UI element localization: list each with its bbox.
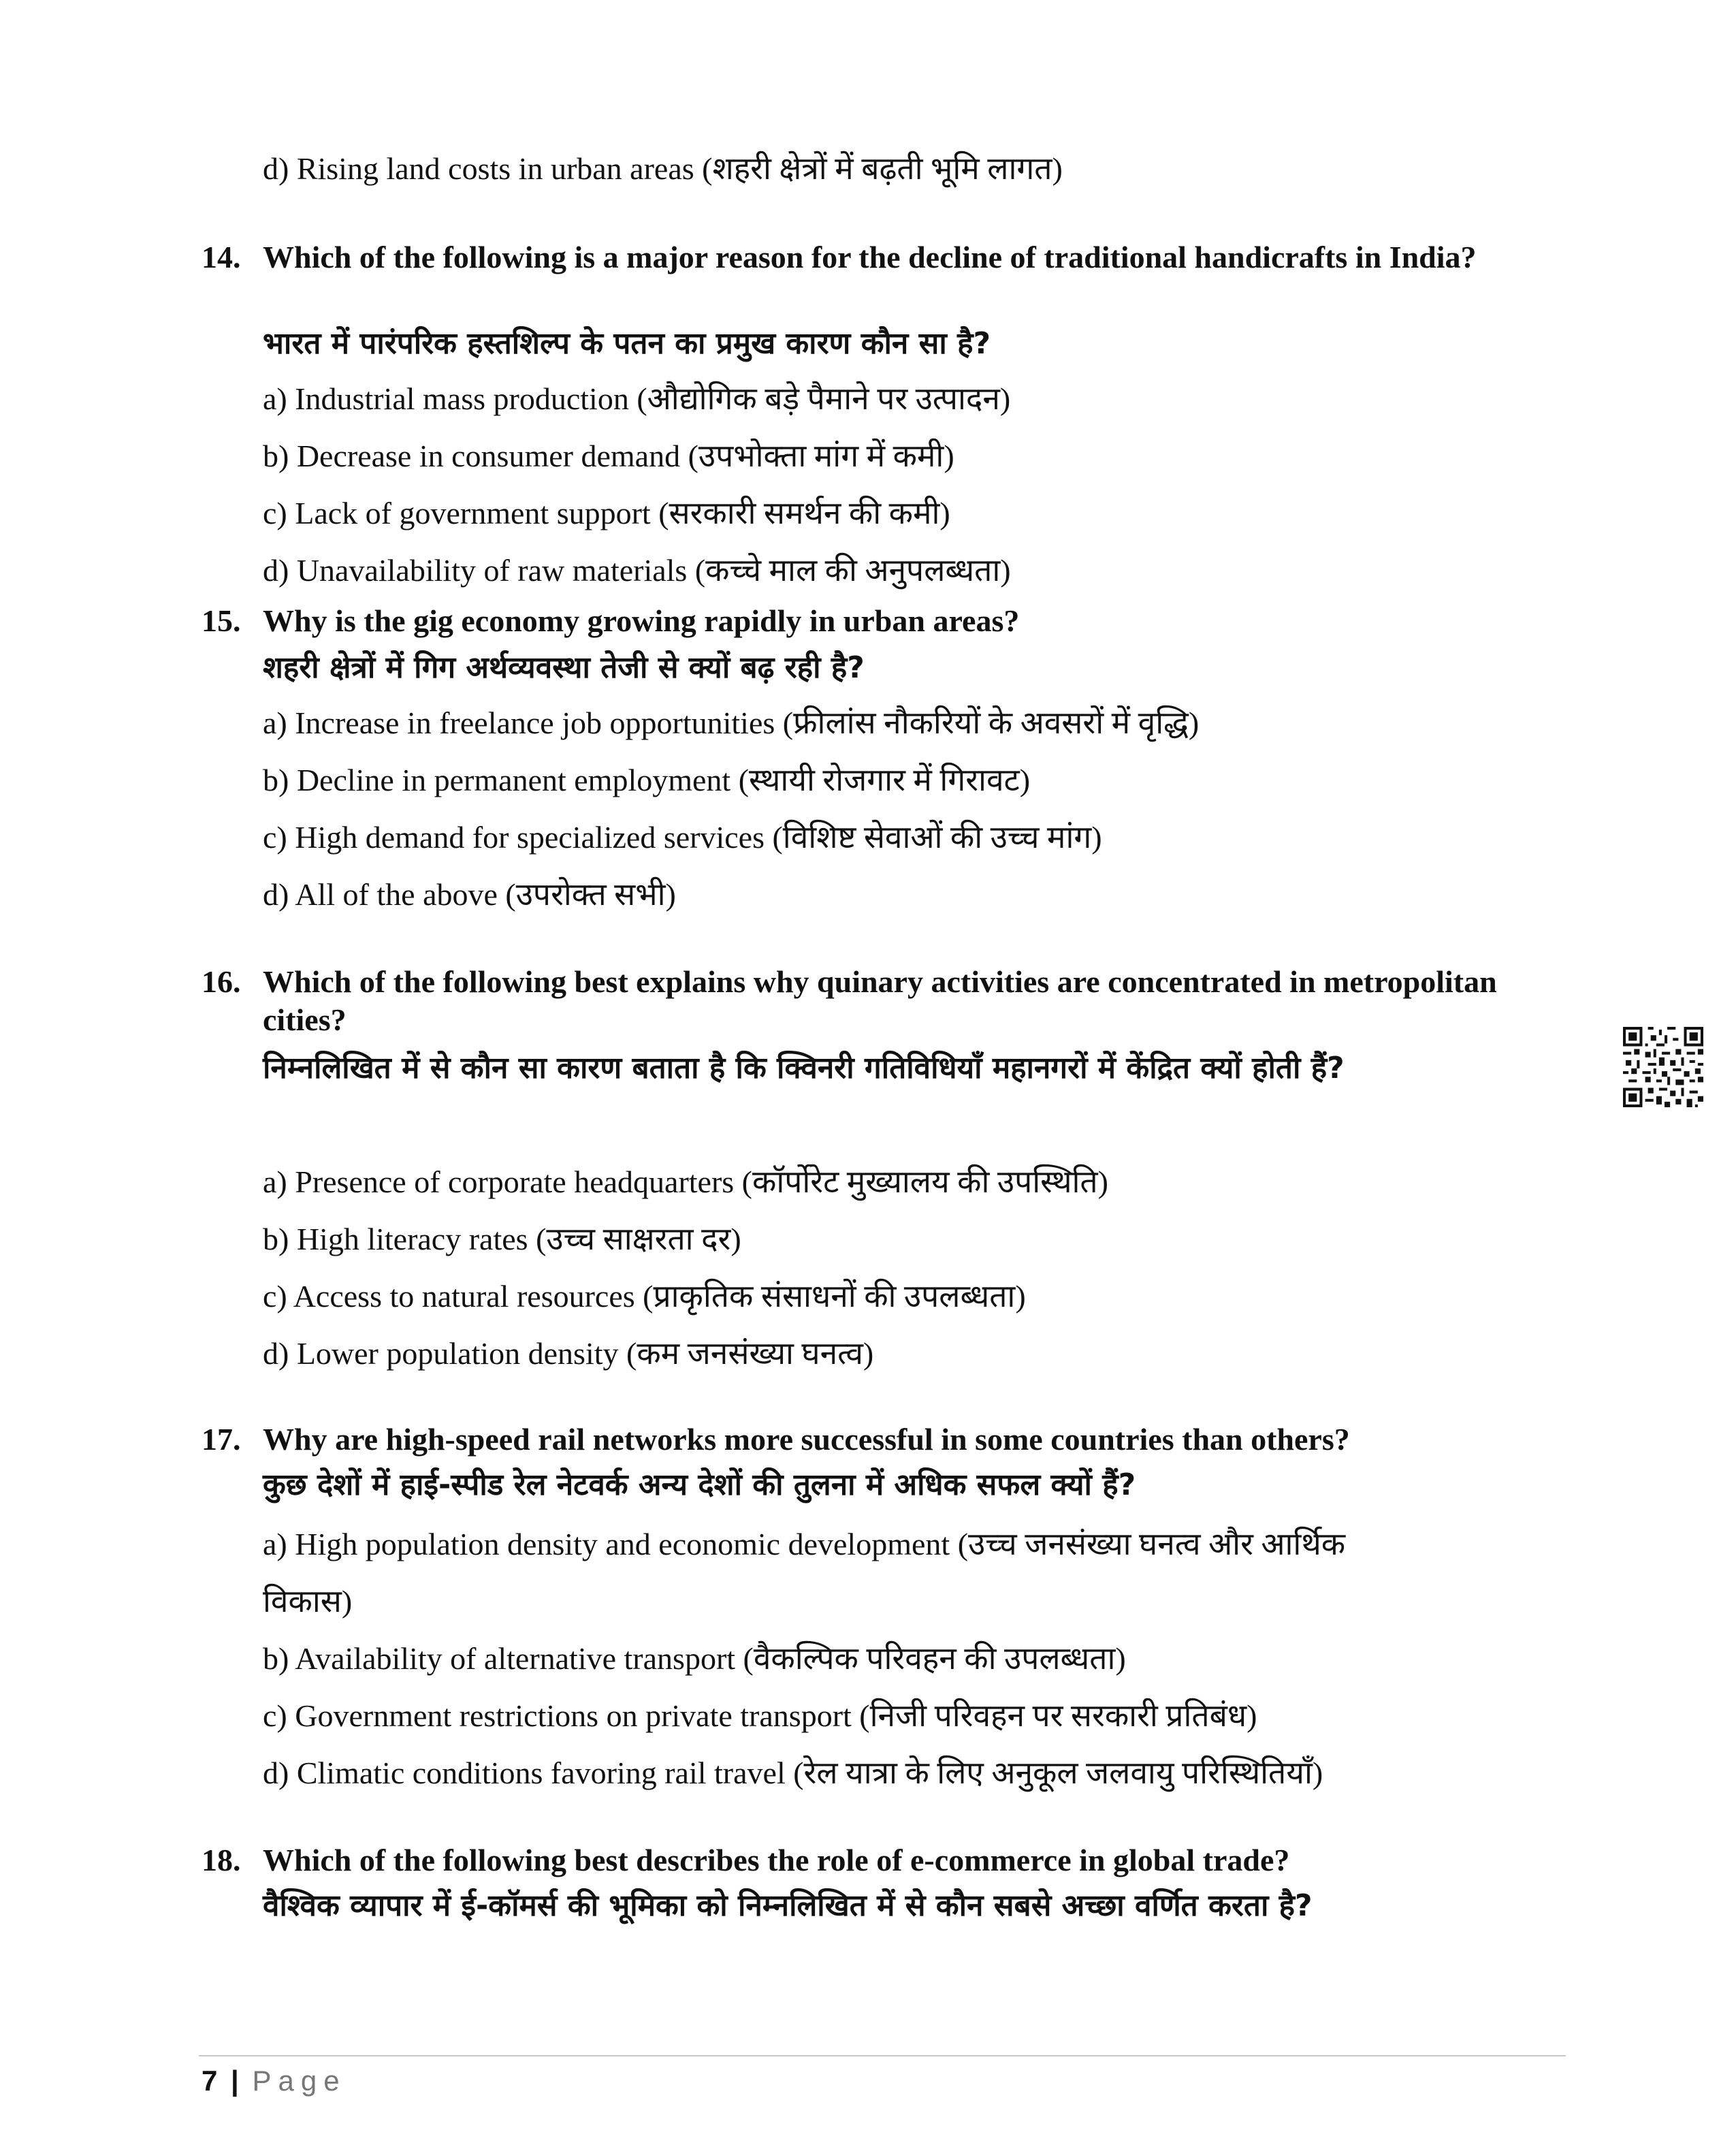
question-18-text: Which of the following best describes the role of e-commerce in global trade? <box>263 1843 1290 1877</box>
question-15-option-d: d) All of the above (उपरोक्त सभी) <box>263 877 676 912</box>
question-15-option-c: c) High demand for specialized services (विशिष्ट सेवाओं की उच्च मांग) <box>263 820 1102 855</box>
question-16-hindi: निम्नलिखित में से कौन सा कारण बताता है कि क्विनरी गतिविधियाँ महानगरों में केंद्रित क्यों होती हैं? <box>263 1051 1345 1085</box>
question-16-option-b: b) High literacy rates (उच्च साक्षरता दर) <box>263 1222 741 1256</box>
question-14-hindi: भारत में पारंपरिक हस्तशिल्प के पतन का प्रमुख कारण कौन सा है? <box>263 326 991 361</box>
page-footer <box>202 2062 347 2100</box>
question-16-option-d: d) Lower population density (कम जनसंख्या घनत्व) <box>263 1336 874 1371</box>
question-17-number: 17. <box>202 1422 241 1457</box>
question-17-option-a: a) High population density and economic development (उच्च जनसंख्या घनत्व और आर्थिक <box>263 1527 1346 1561</box>
question-18-number: 18. <box>202 1843 241 1877</box>
question-14-option-c: c) Lack of government support (सरकारी समर्थन की कमी) <box>263 496 950 530</box>
question-15-hindi: शहरी क्षेत्रों में गिग अर्थव्यवस्था तेजी से क्यों बढ़ रही है? <box>263 650 865 685</box>
question-17-text: Why are high-speed rail networks more successful in some countries than others? <box>263 1422 1350 1457</box>
question-16-number: 16. <box>202 964 241 999</box>
question-17-hindi: कुछ देशों में हाई-स्पीड रेल नेटवर्क अन्य देशों की तुलना में अधिक सफल क्यों हैं? <box>263 1467 1136 1502</box>
question-16-option-c: c) Access to natural resources (प्राकृतिक संसाधनों की उपलब्धता) <box>263 1279 1026 1314</box>
question-17-option-b: b) Availability of alternative transport (वैकल्पिक परिवहन की उपलब्धता) <box>263 1641 1126 1676</box>
question-15-option-b: b) Decline in permanent employment (स्थायी रोजगार में गिरावट) <box>263 763 1031 797</box>
question-17-option-c: c) Government restrictions on private transport (निजी परिवहन पर सरकारी प्रतिबंध) <box>263 1698 1257 1733</box>
question-15-option-a: a) Increase in freelance job opportunities (फ्रीलांस नौकरियों के अवसरों में वृद्धि) <box>263 705 1200 740</box>
question-15-text: Why is the gig economy growing rapidly in urban areas? <box>263 603 1020 638</box>
page-label: Page <box>252 2065 347 2097</box>
question-16-option-a: a) Presence of corporate headquarters (कॉर्पोरेट मुख्यालय की उपस्थिति) <box>263 1164 1108 1199</box>
question-14-option-b: b) Decrease in consumer demand (उपभोक्ता मांग में कमी) <box>263 439 954 473</box>
page-number: 7 <box>202 2065 218 2097</box>
qr-code-icon <box>1623 1027 1703 1107</box>
footer-rule <box>199 2055 1566 2056</box>
question-14-number: 14. <box>202 240 241 274</box>
footer-separator: | <box>231 2065 239 2097</box>
question-14-option-d: d) Unavailability of raw materials (कच्चे माल की अनुपलब्धता) <box>263 553 1011 588</box>
question-14-text: Which of the following is a major reason for the decline of traditional handicrafts in India? <box>263 240 1477 274</box>
question-17-option-a-continued: विकास) <box>263 1584 353 1619</box>
question-14-option-a: a) Industrial mass production (औद्योगिक बड़े पैमाने पर उत्पादन) <box>263 381 1011 416</box>
prev-question-option-d: d) Rising land costs in urban areas (शहरी क्षेत्रों में बढ़ती भूमि लागत) <box>263 151 1063 186</box>
question-17-option-d: d) Climatic conditions favoring rail travel (रेल यात्रा के लिए अनुकूल जलवायु परिस्थितियाँ) <box>263 1755 1323 1790</box>
question-18-hindi: वैश्विक व्यापार में ई-कॉमर्स की भूमिका को निम्नलिखित में से कौन सबसे अच्छा वर्णित करता है? <box>263 1888 1313 1923</box>
question-16-text: Which of the following best explains why quinary activities are concentrated in metropolitan cities? <box>263 964 1497 1037</box>
question-15-number: 15. <box>202 603 241 638</box>
